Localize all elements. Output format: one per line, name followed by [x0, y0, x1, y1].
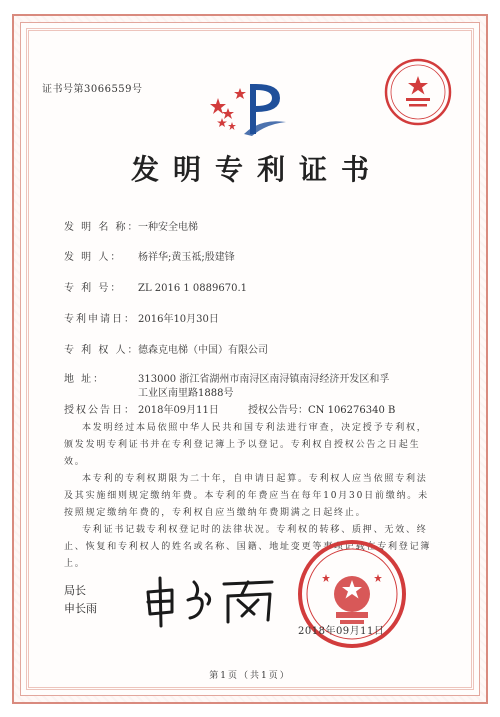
filing-date-value: 2016年10月30日	[138, 314, 219, 325]
patent-number-value: ZL 2016 1 0889670.1	[138, 283, 248, 294]
filing-date-row	[64, 310, 219, 325]
invention-name-value: 一种安全电梯	[138, 222, 198, 233]
address-line1: 313000 浙江省湖州市南浔区南浔镇南浔经济开发区和孚	[138, 374, 390, 385]
inventor-label: 发 明 人：	[64, 252, 123, 263]
patentee-label: 专 利 权 人：	[64, 345, 140, 356]
publication-number-row	[248, 401, 395, 416]
grant-date-label: 授权公告日：	[64, 405, 136, 416]
body-paragraph-2: 本专利的专利权期限为二十年，自申请日起算。专利权人应当依照专利法及其实施细则规定缴纳年费。本专利的年费应当在每年10月30日前缴纳。未按照规定缴纳年费的，专利权自应当缴纳年费期满之日起终止。	[64, 474, 429, 518]
address-label: 地 址：	[64, 374, 106, 385]
registration-seal-icon	[382, 56, 454, 128]
body-paragraph-1: 本发明经过本局依照中华人民共和国专利法进行审查，决定授予专利权，颁发发明专利证书并在专利登记簿上予以登记。专利权自授权公告之日起生效。	[64, 423, 428, 467]
publication-number-value: CN 106276340 B	[308, 405, 396, 416]
publication-number-label: 授权公告号：	[248, 405, 308, 416]
grant-date-value: 2018年09月11日	[138, 405, 219, 416]
leader-title: 局长	[64, 584, 86, 597]
certificate-title: 发明专利证书	[130, 153, 383, 186]
patent-number-label: 专 利 号：	[64, 283, 123, 294]
filing-date-label: 专利申请日：	[64, 314, 136, 325]
cnipa-emblem-icon	[200, 78, 300, 140]
invention-name-label: 发 明 名 称：	[64, 222, 140, 233]
body-paragraph-3: 专利证书记载专利权登记时的法律状况。专利权的转移、质押、无效、终止、恢复和专利权人的姓名或名称、国籍、地址变更等事项记载在专利登记簿上。	[64, 525, 432, 569]
leader-name: 申长雨	[64, 602, 97, 615]
patentee-row	[64, 341, 268, 356]
patent-number-row	[64, 279, 247, 294]
address-row	[64, 370, 389, 385]
patentee-value: 德森克电梯（中国）有限公司	[138, 345, 268, 356]
certificate-number: 证书号第3066559号	[42, 84, 143, 95]
seal-date: 2018年09月11日	[298, 626, 385, 637]
inventor-value: 杨祥华;黄玉祗;殷建锋	[138, 252, 235, 263]
invention-name-row	[64, 218, 198, 233]
handwritten-signature-icon	[142, 570, 282, 630]
page-number: 第1页（共1页）	[209, 671, 291, 681]
inventor-row	[64, 248, 235, 263]
grant-date-row	[64, 401, 219, 416]
address-line2: 工业区南里路1888号	[138, 388, 234, 399]
